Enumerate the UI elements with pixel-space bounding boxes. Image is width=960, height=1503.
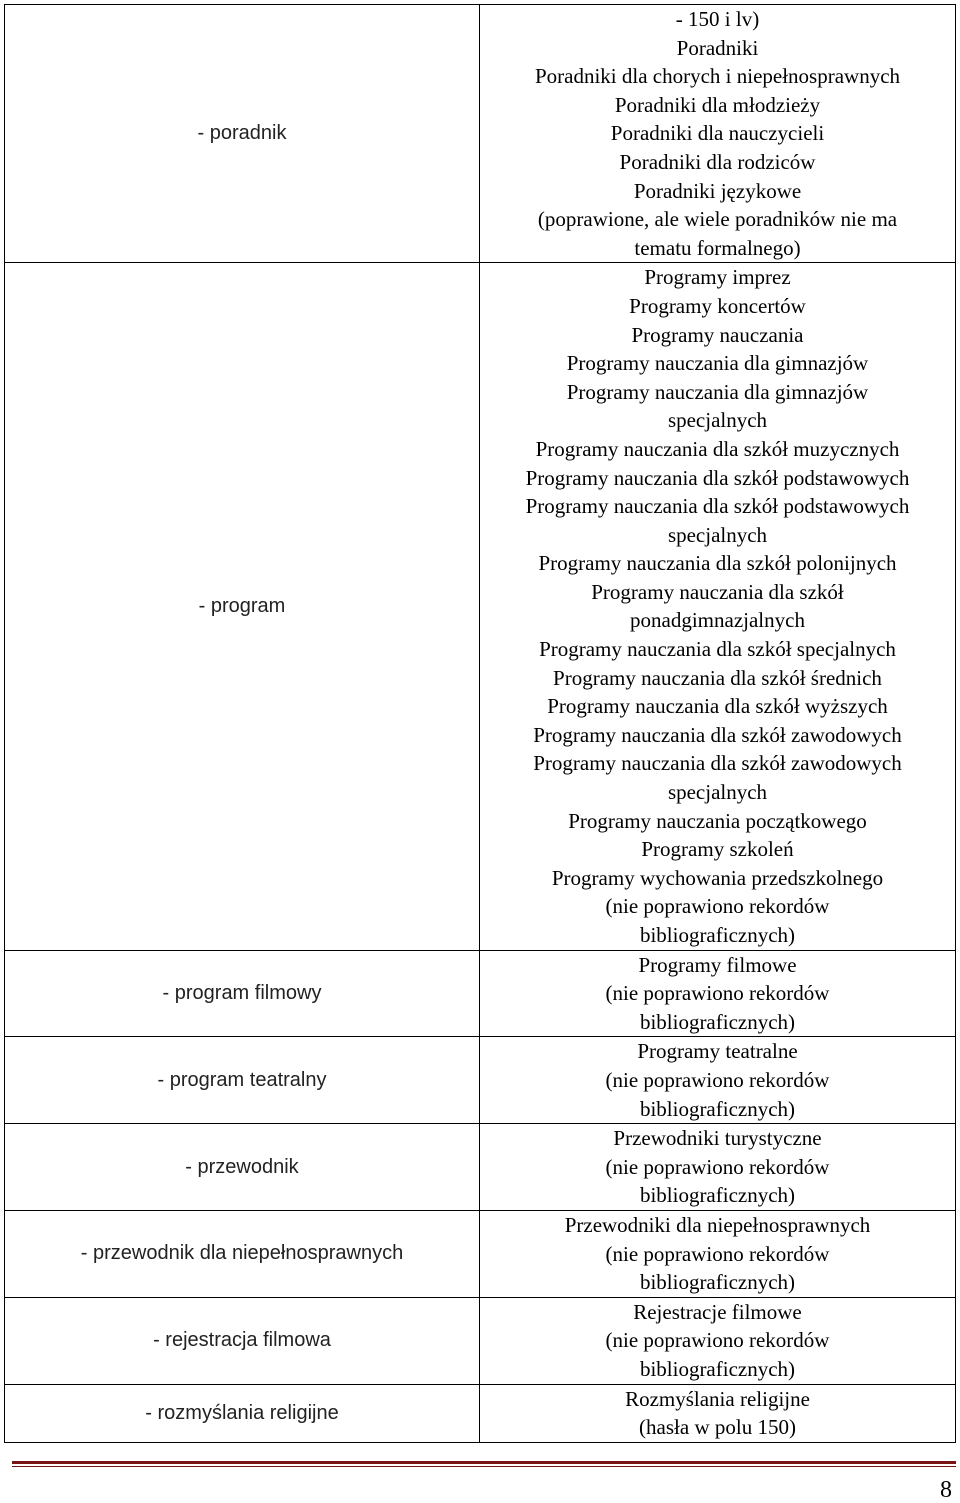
subject-heading-line: Rozmyślania religijne [625,1386,810,1411]
mapping-table-body [5,5,956,1443]
subject-headings-cell [480,1210,956,1297]
subject-heading-line: Przewodniki turystyczne [613,1126,822,1151]
subject-heading-line: Programy nauczania [631,322,804,347]
subject-heading-line: Programy nauczania dla szkół podstawowych [525,494,910,519]
subject-heading-line: Programy nauczania dla szkół zawodowych [533,722,902,747]
category-cell: - program filmowy [5,950,480,1037]
subject-heading-line: (hasła w polu 150) [639,1415,796,1440]
subject-heading-line: (nie poprawiono rekordów [605,894,830,919]
subject-headings-cell [480,950,956,1037]
subject-heading-line: bibliograficznych) [639,1356,796,1381]
subject-heading-line: Poradniki dla rodziców [619,149,816,174]
subject-heading-line: Poradniki dla młodzieży [614,92,821,117]
subject-heading-line: ponadgimnazjalnych [630,608,805,633]
subject-heading-line: bibliograficznych) [639,923,796,947]
table-row [5,5,956,263]
subject-heading-line: specjalnych [667,780,768,805]
table-row [5,950,956,1037]
subject-heading-line: bibliograficznych) [639,1270,796,1295]
category-cell: - przewodnik dla niepełnosprawnych [5,1210,480,1297]
subject-heading-line: bibliograficznych) [639,1183,796,1208]
category-cell: - przewodnik [5,1124,480,1211]
page-number: 8 [940,1477,952,1503]
category-cell: - program [5,263,480,950]
table-row [5,1297,956,1384]
subject-heading-line: Poradniki [676,35,759,60]
subject-heading-line: Programy wychowania przedszkolnego [551,865,884,890]
subject-heading-line: Programy nauczania dla gimnazjów [566,379,869,404]
subject-heading-line: Przewodniki dla niepełnosprawnych [564,1212,871,1237]
subject-heading-line: Programy nauczania dla gimnazjów [566,351,869,376]
subject-heading-line: Programy nauczania początkowego [568,808,867,833]
subject-heading-line: specjalnych [667,408,768,433]
table-row [5,1124,956,1211]
footer-rule-thick [12,1461,956,1464]
subject-headings-cell [480,1124,956,1211]
subject-headings-cell [480,1037,956,1124]
subject-heading-line: Programy nauczania dla szkół muzycznych [535,436,900,461]
subject-heading-line: (nie poprawiono rekordów [605,1067,830,1092]
subject-heading-line: (nie poprawiono rekordów [605,1328,830,1353]
mapping-table [4,4,956,1443]
table-row [5,1384,956,1442]
subject-heading-line: Poradniki dla chorych i niepełnosprawnych [534,64,901,89]
subject-heading-line: - 150 i lv) [675,7,760,31]
subject-heading-line: Programy nauczania dla szkół zawodowych [533,751,902,776]
subject-heading-line: Programy nauczania dla szkół wyższych [547,694,888,719]
subject-heading-line: Poradniki dla nauczycieli [610,121,825,146]
table-row [5,263,956,950]
subject-heading-line: Programy nauczania dla szkół specjalnych [539,637,896,662]
subject-heading-line: Programy nauczania dla szkół podstawowych [525,465,910,490]
subject-heading-line: Programy teatralne [637,1039,798,1064]
subject-heading-line: specjalnych [667,522,768,547]
subject-heading-line: (nie poprawiono rekordów [605,1241,830,1266]
subject-heading-line: Programy filmowe [638,952,797,977]
category-cell: - program teatralny [5,1037,480,1124]
subject-headings-cell [480,1384,956,1442]
subject-heading-line: Programy szkoleń [641,837,794,862]
subject-heading-line: (nie poprawiono rekordów [605,981,830,1006]
subject-heading-line: Programy imprez [644,265,791,290]
subject-headings-cell [480,1297,956,1384]
category-cell: - poradnik [5,5,480,263]
subject-headings-cell [480,5,956,263]
subject-heading-line: tematu formalnego) [634,235,801,260]
table-row [5,1210,956,1297]
subject-heading-line: (poprawione, ale wiele poradników nie ma [537,207,898,232]
footer-rule-thin [12,1466,956,1467]
category-cell: - rejestracja filmowa [5,1297,480,1384]
subject-heading-line: bibliograficznych) [639,1009,796,1034]
subject-heading-line: Programy nauczania dla szkół średnich [553,665,882,690]
subject-heading-line: Programy nauczania dla szkół polonijnych [538,551,897,576]
subject-heading-line: bibliograficznych) [639,1096,796,1121]
table-row [5,1037,956,1124]
subject-heading-line: Rejestracje filmowe [633,1299,802,1324]
subject-heading-line: (nie poprawiono rekordów [605,1154,830,1179]
category-cell: - rozmyślania religijne [5,1384,480,1442]
subject-heading-line: Programy koncertów [629,293,806,318]
subject-headings-cell [480,263,956,950]
subject-heading-line: Programy nauczania dla szkół [591,579,844,604]
subject-heading-line: Poradniki językowe [633,178,802,203]
